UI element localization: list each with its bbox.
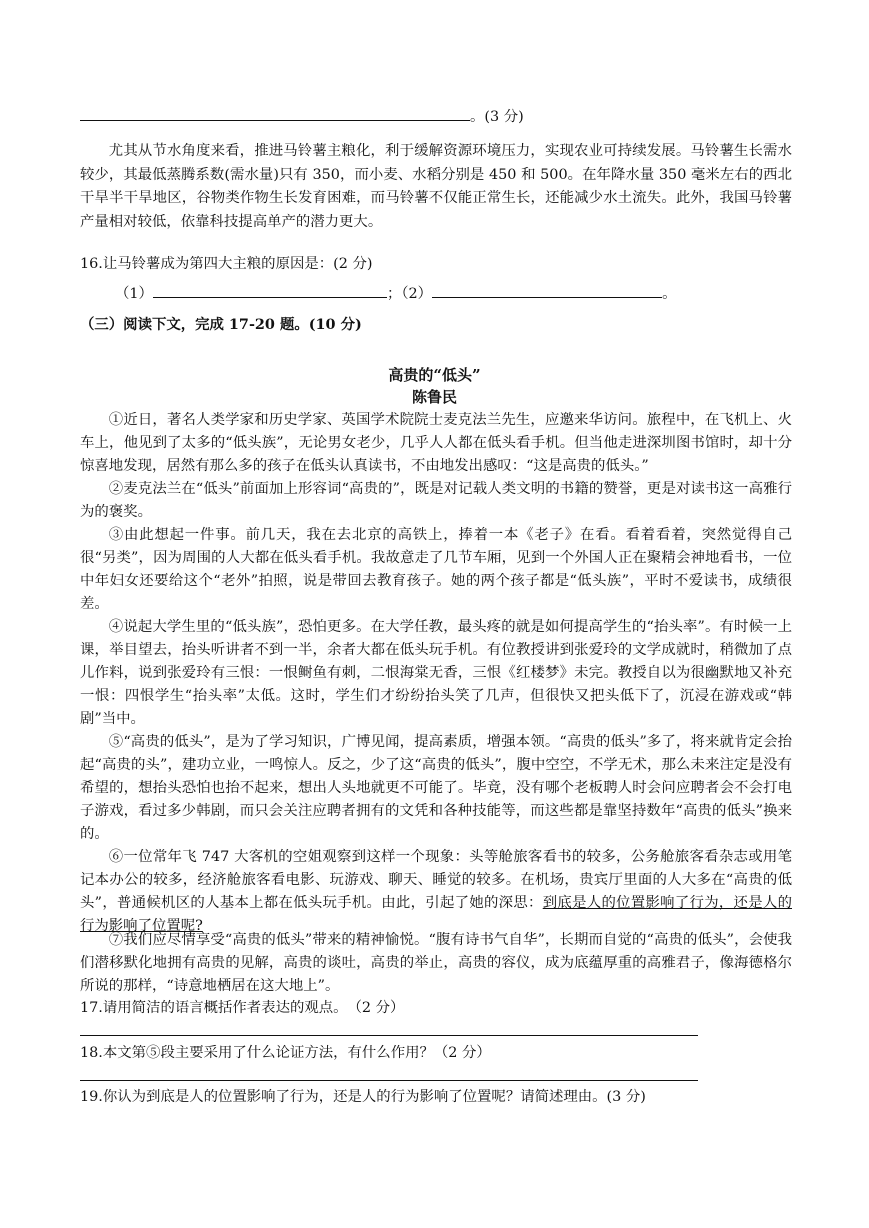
q17-answer-line[interactable] xyxy=(80,1035,698,1036)
underlined-question: 到底是人的位置影响了行为，还是人的行为影响了位置呢? xyxy=(80,894,792,934)
q16-answer-line xyxy=(115,282,676,307)
q16-part1-label: （1） xyxy=(115,286,153,302)
q19-question: 19.你认为到底是人的位置影响了行为，还是人的行为影响了位置呢？请简述理由。(3 分) xyxy=(80,1089,646,1105)
article-paragraph-6 xyxy=(80,846,792,938)
answer-blank[interactable] xyxy=(80,106,470,121)
q16-end: 。 xyxy=(662,286,677,302)
article-paragraph-4: ④说起大学生里的“低头族”，恐怕更多。在大学任教，最头疼的就是如何提高学生的“抬头率”。有时候一上课，举目望去，抬头听讲者不到一半，余者大都在低头玩手机。有位教授讲到张爱玲的文学成就时，稍微加了点儿作料，说到张爱玲有三恨：一恨鲥鱼有刺，二恨海棠无香，三恨《红楼梦》未完。教授自以为很幽默地又补充一恨：四恨学生“抬头率”太低。这时，学生们才纷纷抬头笑了几声，但很快又把头低下了，沉浸在游戏或“韩剧”当中。 xyxy=(80,619,792,727)
q15-answer-line xyxy=(80,105,524,130)
article-paragraph-5: ⑤“高贵的低头”，是为了学习知识，广博见闻，提高素质，增强本领。“高贵的低头”多了，将来就肯定会抬起“高贵的头”，建功立业，一鸣惊人。反之，少了这“高贵的低头”，腹中空空，不学无术，那么未来注定是没有希望的，想抬头恐怕也抬不起来，想出人头地就更不可能了。毕竟，没有哪个老板聘人时会问应聘者会不会打电子游戏，看过多少韩剧，而只会关注应聘者拥有的文凭和各种技能等，而这些都是靠坚持数年“高贵的低头”换来的。 xyxy=(80,734,792,842)
article-paragraph-2: ②麦克法兰在“低头”前面加上形容词“高贵的”，既是对记载人类文明的书籍的赞誉，更是对读书这一高雅行为的褒奖。 xyxy=(80,481,792,520)
q17-question: 17.请用简洁的语言概括作者表达的观点。 （2 分） xyxy=(80,1000,405,1016)
q18-question: 18.本文第⑤段主要采用了什么论证方法，有什么作用？（2 分） xyxy=(80,1045,491,1061)
article-title: 高贵的“低头” xyxy=(388,366,481,384)
q16-blank-1[interactable] xyxy=(153,283,387,298)
potato-paragraph: 尤其从节水角度来看，推进马铃薯主粮化，利于缓解资源环境压力，实现农业可持续发展。马铃薯生长需水较少，其最低蒸腾系数(需水量)只有 350，而小麦、水稻分别是 450 和 500。在年降水量 350 毫米左右的西北干旱半干旱地区，谷物类作物生长发育困难，而马铃薯不仅能正常生长，还能减少水土流失。此外，我国马铃薯产量相对较低，依靠科技提高单产的潜力更大。 xyxy=(80,143,792,230)
article-paragraph-7: ⑦我们应尽情享受“高贵的低头”带来的精神愉悦。“腹有诗书气自华”，长期而自觉的“高贵的低头”，会使我们潜移默化地拥有高贵的见解，高贵的谈吐，高贵的举止，高贵的容仪，成为底蕴厚重的高雅君子，像海德格尔所说的那样，“诗意地栖居在这大地上”。 xyxy=(80,932,792,994)
q15-score: 。(3 分) xyxy=(470,109,524,125)
paragraph-6-text: ⑥一位常年飞 747 大客机的空姐观察到这样一个现象：头等舱旅客看书的较多，公务舱旅客看杂志或用笔记本办公的较多，经济舱旅客看电影、玩游戏、聊天、睡觉的较多。在机场，贵宾厅里面的人大多在“高贵的低头”，普通候机区的人基本上都在低头玩手机。由此，引起了她的深思： xyxy=(80,849,792,911)
section-3-heading: （三）阅读下文，完成 17-20 题。(10 分) xyxy=(80,316,362,333)
q16-part-separator: ；（2） xyxy=(386,286,433,302)
article-paragraph-1: ①近日，著名人类学家和历史学家、英国学术院院士麦克法兰先生，应邀来华访问。旅程中，在飞机上、火车上，他见到了太多的“低头族”，无论男女老少，几乎人人都在低头看手机。但当他走进深圳图书馆时，却十分惊喜地发现，居然有那么多的孩子在低头认真读书，不由地发出感叹：“这是高贵的低头。” xyxy=(80,412,792,474)
article-paragraph-3: ③由此想起一件事。前几天，我在去北京的高铁上，捧着一本《老子》在看。看着看着，突然觉得自己很“另类”，因为周围的人大都在低头看手机。我故意走了几节车厢，见到一个外国人正在聚精会神地看书，一位中年妇女还要给这个“老外”拍照，说是带回去教育孩子。她的两个孩子都是“低头族”，平时不爱读书，成绩很差。 xyxy=(80,527,792,612)
q16-question: 16.让马铃薯成为第四大主粮的原因是：(2 分) xyxy=(80,256,373,272)
q18-answer-line[interactable] xyxy=(80,1080,698,1081)
q16-blank-2[interactable] xyxy=(432,283,662,298)
article-author: 陈鲁民 xyxy=(411,388,457,406)
